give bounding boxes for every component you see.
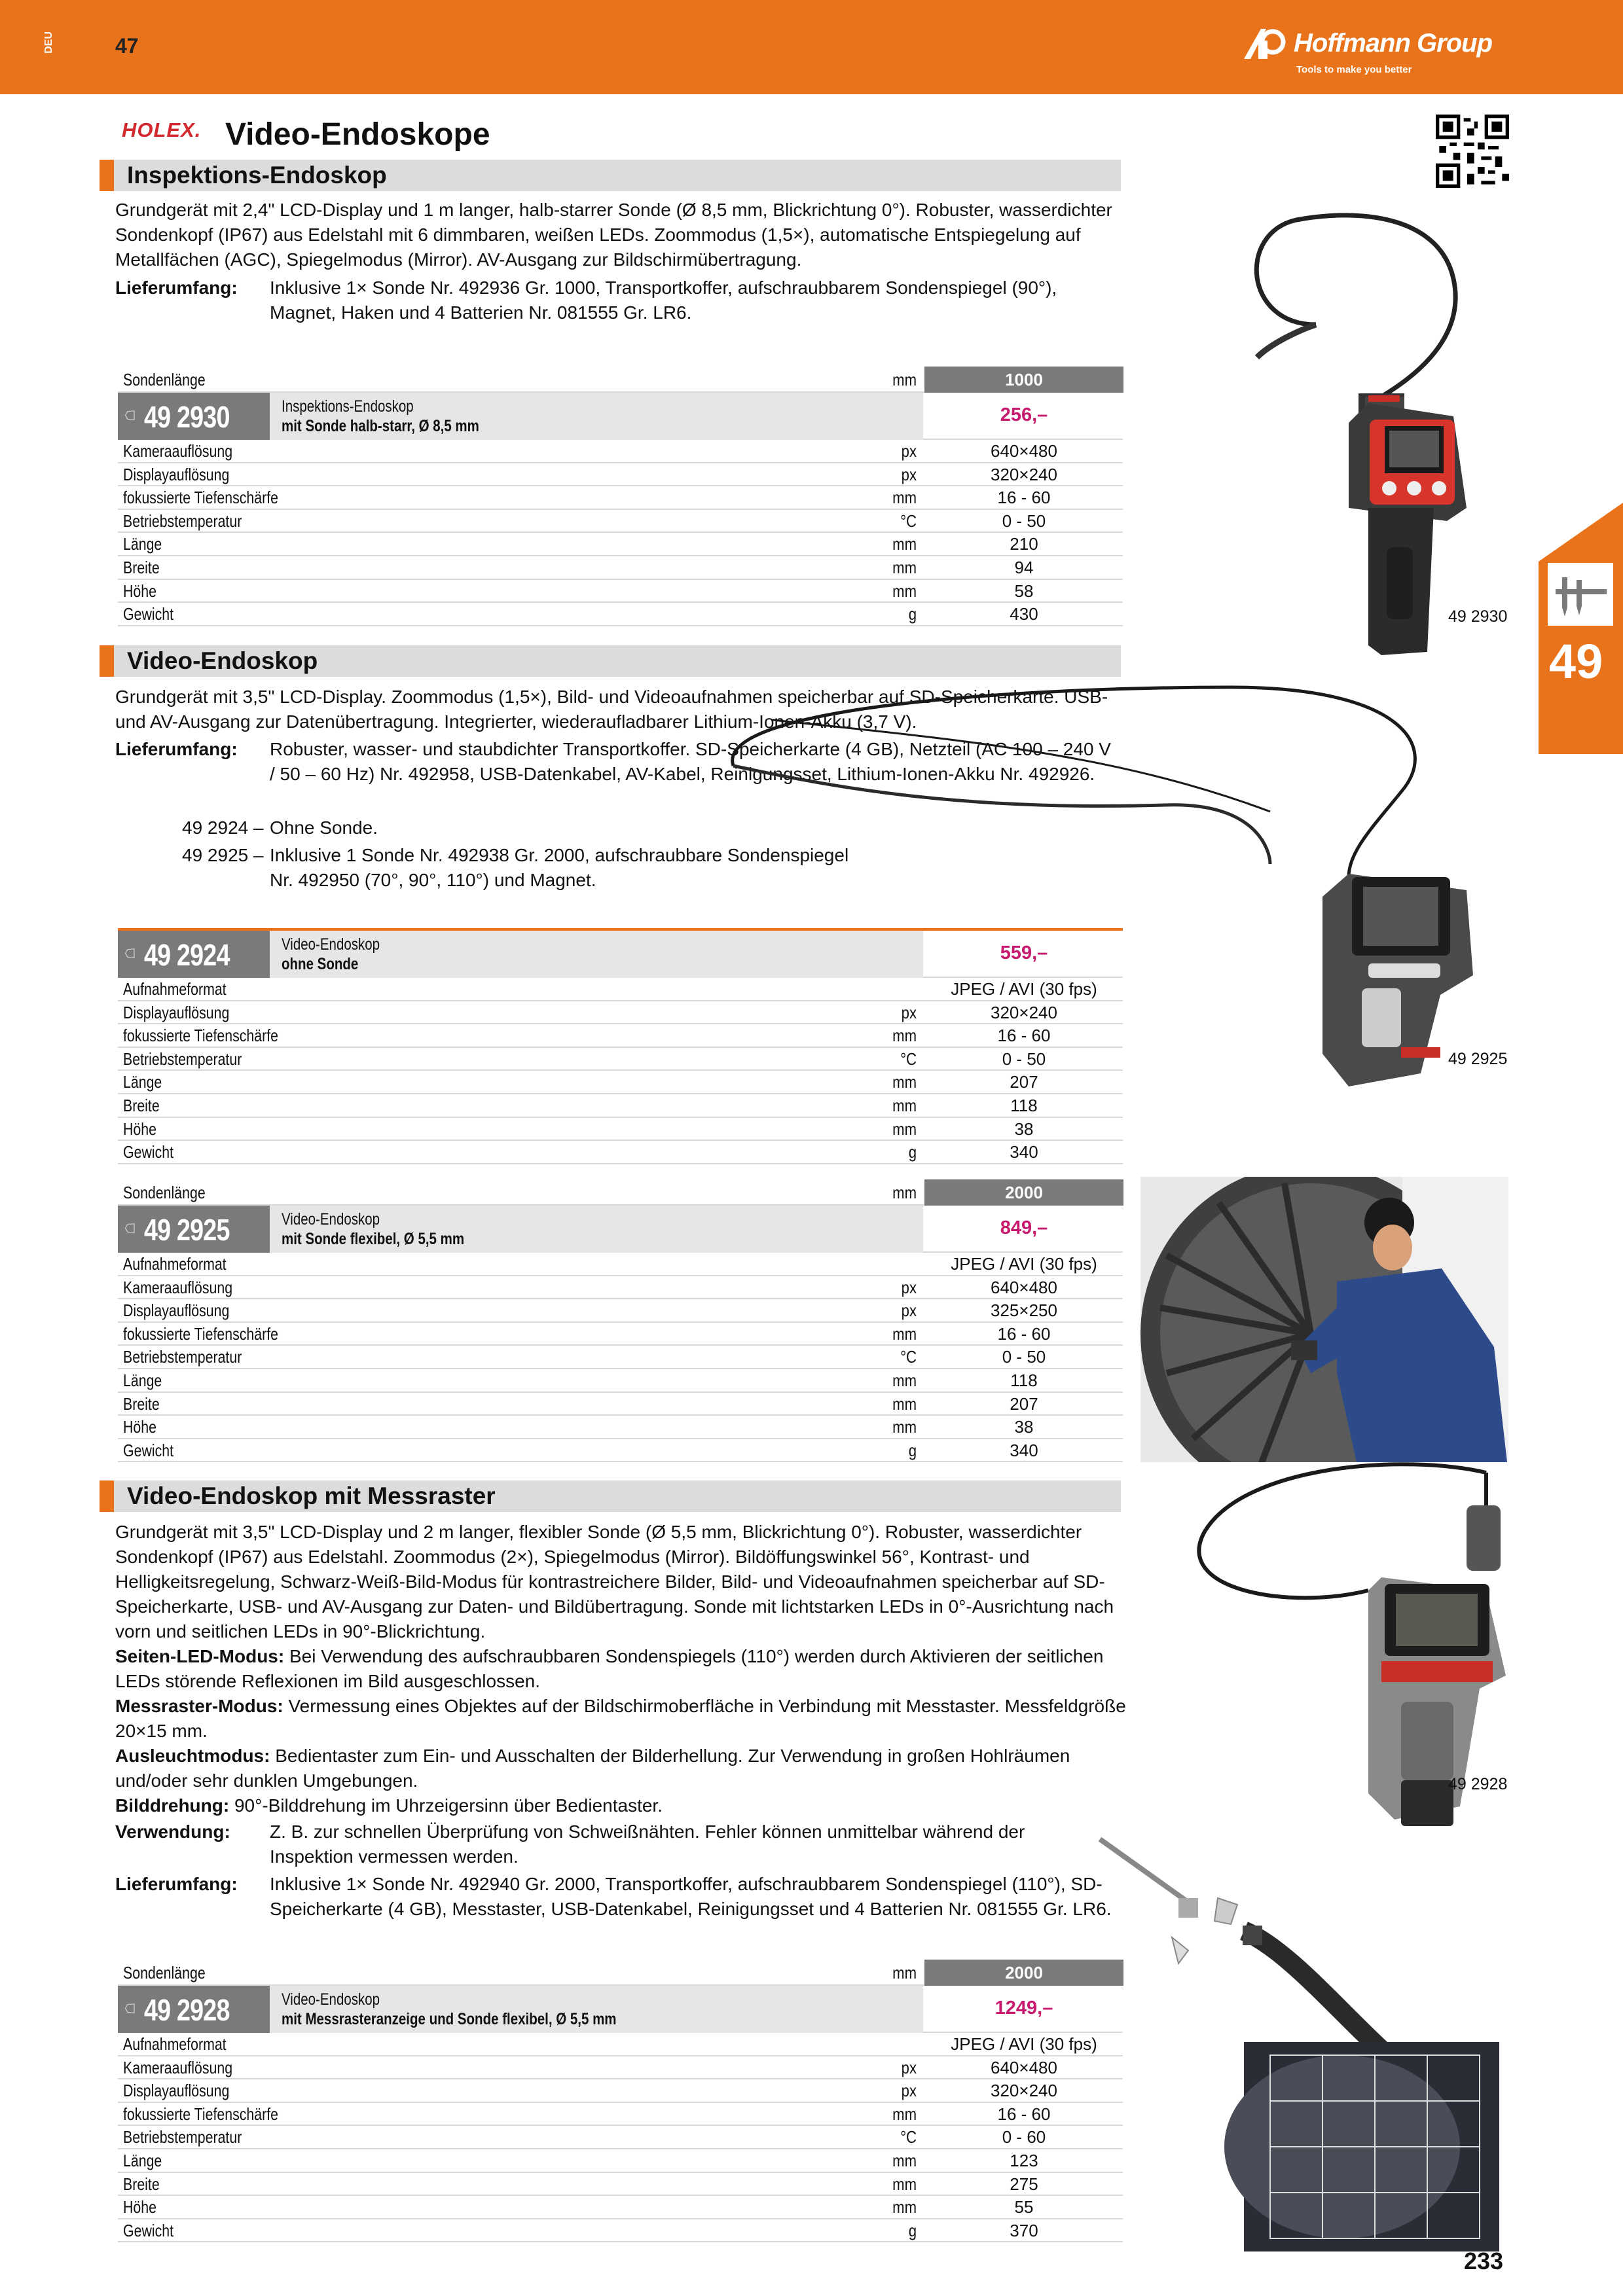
article-number-box [118, 1206, 270, 1253]
row-label: fokussierte Tiefenschärfe [123, 2104, 279, 2124]
table-row [118, 1369, 1123, 1393]
product-name: Video-Endoskop [282, 1990, 380, 2009]
row-label: Betriebstemperatur [123, 1347, 242, 1367]
product-variant: mit Messrasteranzeige und Sonde flexibel, Ø 5,5 mm [282, 2010, 617, 2028]
row-unit: px [901, 1300, 917, 1321]
section-description [115, 1520, 1137, 1818]
lieferumfang-label: Lieferumfang: [115, 278, 238, 298]
row-unit: °C [900, 1347, 917, 1367]
row-label: Breite [123, 1095, 160, 1115]
row-value: 0 - 50 [1002, 1347, 1046, 1367]
row-label: Länge [123, 1072, 162, 1092]
table-row [118, 2103, 1123, 2126]
table-row [118, 1276, 1123, 1300]
product-image-492928[interactable] [1093, 1453, 1512, 2251]
lieferumfang-text: Robuster, wasser- und staubdichter Transportkoffer. SD-Speicherkarte (4 GB), Netzteil (AC 100 – 240 V / 50 – 60 Hz) Nr. 492958, USB-Datenkabel, AV-Kabel, Reinigungsset, Lithium-Ionen-Akku Nr. 492926. [270, 739, 1111, 784]
product-name: Video-Endoskop [282, 935, 380, 954]
spec-table-492928 [118, 1960, 1123, 2242]
table-row [118, 1299, 1123, 1323]
row-label: Breite [123, 1393, 160, 1414]
article-number: 49 2930 [144, 400, 230, 434]
price: 256,– [1000, 404, 1048, 425]
table-header-row [118, 1179, 1123, 1206]
row-value: 320×240 [991, 464, 1057, 484]
row-label: Höhe [123, 581, 156, 601]
row-value: 16 - 60 [997, 488, 1051, 508]
product-description [270, 1986, 923, 2033]
table-row [118, 2079, 1123, 2103]
row-label: Gewicht [123, 604, 174, 624]
mode-text: Bedientaster zum Ein- und Ausschalten der Bilderhellung. Zur Verwendung in großen Hohlräumen und/oder sehr dunklen Umgebungen. [115, 1746, 1070, 1791]
table-row [118, 2173, 1123, 2197]
lieferumfang-label: Lieferumfang: [115, 739, 238, 759]
article-number: 49 2924 [144, 938, 230, 972]
article-number-box [118, 931, 270, 978]
row-unit: mm [892, 1963, 917, 1982]
table-row [118, 1118, 1123, 1141]
row-label: fokussierte Tiefenschärfe [123, 1323, 279, 1344]
page-title: Video-Endoskope [225, 117, 490, 152]
holex-logo: HOLEX. [122, 118, 202, 141]
row-unit: mm [892, 1370, 917, 1390]
page-number: 233 [1464, 2248, 1504, 2274]
lieferumfang-text: Inklusive 1× Sonde Nr. 492940 Gr. 2000, Transportkoffer, aufschraubbarem Sondenspiegel (110°), SD-Speicherkarte (4 GB), Messtaster, USB-Datenkabel, Reinigungsset und 4 Batterien Nr. 081555 Gr. LR6. [270, 1874, 1112, 1919]
image-caption: 49 2930 [1448, 607, 1508, 626]
row-unit: mm [892, 2104, 917, 2124]
row-label: Gewicht [123, 2220, 174, 2240]
row-unit: °C [900, 511, 917, 531]
row-unit: mm [892, 1026, 917, 1046]
mode-label: Messraster-Modus: [115, 1696, 283, 1716]
row-value: 123 [1010, 2150, 1038, 2170]
article-number-box [118, 393, 270, 440]
row-value: 38 [1014, 1417, 1034, 1437]
cart-icon: ☖ [123, 2002, 138, 2015]
row-label: Displayauflösung [123, 464, 230, 484]
row-label: Displayauflösung [123, 1300, 230, 1321]
row-value: 55 [1014, 2197, 1034, 2217]
row-unit: mm [892, 581, 917, 601]
price: 559,– [1000, 942, 1048, 963]
row-unit: mm [892, 1393, 917, 1414]
table-row [118, 1393, 1123, 1416]
row-label: Höhe [123, 2197, 156, 2217]
article-number-box [118, 1986, 270, 2033]
row-unit: °C [900, 1049, 917, 1069]
probe-length-value: 2000 [924, 1960, 1123, 1986]
row-label: Displayauflösung [123, 2081, 230, 2101]
row-value: 0 - 60 [1002, 2127, 1046, 2147]
lieferumfang-text: Inklusive 1× Sonde Nr. 492936 Gr. 1000, Transportkoffer, aufschraubbarem Sondenspiegel (90°), Magnet, Haken und 4 Batterien Nr. 081555 Gr. LR6. [270, 278, 1057, 323]
article-number: 49 2928 [144, 1993, 230, 2027]
product-image-492925[interactable] [694, 681, 1506, 1106]
spec-rows [118, 1253, 1123, 1462]
table-header-row [118, 367, 1123, 393]
spec-rows [118, 2033, 1123, 2242]
table-row [118, 486, 1123, 510]
row-value: 320×240 [991, 1002, 1057, 1022]
hoffmann-logo [1244, 25, 1512, 79]
mode-text: Bei Verwendung des aufschraubbaren Sondenspiegels (110°) werden durch Aktivieren der seitlichen LEDs störende Reflexionen im Bild ausgeschlossen. [115, 1646, 1104, 1691]
row-value: 325×250 [991, 1300, 1057, 1321]
row-value: 16 - 60 [997, 1323, 1051, 1344]
variant-text: Inklusive 1 Sonde Nr. 492938 Gr. 2000, aufschraubbare Sondenspiegel Nr. 492950 (70°, 90°, 110°) und Magnet. [270, 845, 849, 890]
table-row [118, 2219, 1123, 2243]
table-row [118, 2126, 1123, 2149]
row-label: Betriebstemperatur [123, 2127, 242, 2147]
row-label: Höhe [123, 1119, 156, 1139]
variant-text: Ohne Sonde. [270, 817, 378, 838]
row-value: 94 [1014, 557, 1034, 577]
usage-photo-turbine [1140, 1177, 1508, 1462]
row-value: 370 [1010, 2220, 1038, 2240]
row-label: Länge [123, 2150, 162, 2170]
probe-length-value: 1000 [924, 367, 1123, 393]
row-label: Betriebstemperatur [123, 1049, 242, 1069]
row-unit: mm [892, 370, 917, 389]
product-name: Video-Endoskop [282, 1210, 380, 1229]
row-label: fokussierte Tiefenschärfe [123, 1026, 279, 1046]
row-label: Sondenlänge [123, 370, 206, 389]
row-unit: px [901, 1277, 917, 1297]
row-unit: °C [900, 2127, 917, 2147]
table-row [118, 603, 1123, 626]
verwendung-label: Verwendung: [115, 1821, 230, 1842]
caliper-icon [1548, 563, 1613, 626]
product-name: Inspektions-Endoskop [282, 397, 414, 416]
section-title-inspektions-endoskop: Inspektions-Endoskop [100, 160, 1121, 191]
body-text: Grundgerät mit 3,5" LCD-Display und 2 m langer, flexibler Sonde (Ø 5,5 mm, Blickrichtung 0°). Robuster, wasserdichter Sondenkopf (IP67) aus Edelstahl. Zoommodus (2×), Spiegelmodus (Mirror). Bildöffungswinkel 56°, Kontrast- und Helligkeitsregelung, Schwarz-Weiß-Bild-Modus für kontrastreichere Bilder, Bild- und Videoaufnahmen speicherbar auf SD-Speicherkarte, USB- und AV-Ausgang zur Daten- und Bildübertragung. Sonde mit lichtstarken LEDs in 0°-Ausrichtung nach vorn und seitlichen LEDs in 90°-Blickrichtung. [115, 1522, 1114, 1641]
section-title-messraster: Video-Endoskop mit Messraster [100, 1480, 1121, 1512]
row-label: Kameraauflösung [123, 1277, 233, 1297]
table-row [118, 1346, 1123, 1369]
row-unit: g [908, 604, 917, 624]
table-row [118, 463, 1123, 487]
row-label: Sondenlänge [123, 1963, 206, 1982]
qr-code-icon[interactable] [1436, 115, 1509, 188]
row-unit: g [908, 1440, 917, 1460]
row-value: 16 - 60 [997, 2104, 1051, 2124]
verwendung-text: Z. B. zur schnellen Überprüfung von Schweißnähten. Fehler können unmittelbar während der Inspektion vermessen werden. [270, 1821, 1025, 1867]
row-label: Länge [123, 1370, 162, 1390]
table-row [118, 580, 1123, 603]
mode-label: Ausleuchtmodus: [115, 1746, 270, 1766]
section-title-video-endoskop: Video-Endoskop [100, 645, 1121, 677]
row-unit: g [908, 2220, 917, 2240]
table-row [118, 2033, 1123, 2056]
table-row [118, 440, 1123, 463]
row-label: Höhe [123, 1417, 156, 1437]
chapter-tab-number: 49 [1549, 634, 1603, 689]
row-value: 275 [1010, 2174, 1038, 2194]
row-unit: mm [892, 2197, 917, 2217]
row-unit: mm [892, 1417, 917, 1437]
image-caption: 49 2925 [1448, 1050, 1508, 1068]
row-unit: px [901, 464, 917, 484]
row-value: 210 [1010, 534, 1038, 554]
brand-name: Hoffmann Group [1294, 29, 1493, 58]
spec-table-492930 [118, 367, 1123, 626]
row-value: JPEG / AVI (30 fps) [951, 979, 1097, 999]
product-description [270, 1206, 923, 1253]
product-image-492930[interactable] [1218, 194, 1506, 665]
row-value: 118 [1010, 1370, 1038, 1390]
table-row [118, 1323, 1123, 1346]
row-label: Aufnahmeformat [123, 2034, 227, 2054]
row-value: 340 [1010, 1142, 1038, 1162]
row-label: Displayauflösung [123, 1002, 230, 1022]
row-value: 640×480 [991, 1277, 1057, 1297]
row-value: 207 [1010, 1393, 1038, 1414]
row-label: Länge [123, 534, 162, 554]
row-value: JPEG / AVI (30 fps) [951, 1254, 1097, 1274]
row-unit: px [901, 2057, 917, 2077]
row-unit: mm [892, 2174, 917, 2194]
product-description [270, 393, 923, 440]
row-label: Sondenlänge [123, 1183, 206, 1202]
product-variant: mit Sonde flexibel, Ø 5,5 mm [282, 1230, 465, 1248]
lieferumfang-label: Lieferumfang: [115, 1874, 238, 1894]
row-label: Gewicht [123, 1142, 174, 1162]
row-unit: mm [892, 534, 917, 554]
section-description: Grundgerät mit 3,5" LCD-Display. Zoommodus (1,5×), Bild- und Videoaufnahmen speicherbar auf SD-Speicherkarte. USB- und AV-Ausgang zur Datenübertragung. Integrierter, wiederaufladbarer Lithium-Ionen-Akku (3,7 V). [115, 687, 1108, 732]
row-value: 118 [1010, 1095, 1038, 1115]
row-label: Kameraauflösung [123, 441, 233, 461]
cart-icon: ☖ [123, 409, 138, 422]
hoffmann-logo-icon [1244, 27, 1291, 62]
row-unit: mm [892, 488, 917, 508]
row-unit: mm [892, 1095, 917, 1115]
product-row[interactable] [118, 1986, 1123, 2033]
product-variant: mit Sonde halb-starr, Ø 8,5 mm [282, 417, 479, 435]
row-value: 320×240 [991, 2081, 1057, 2101]
price: 1249,– [994, 1998, 1053, 2018]
row-label: Aufnahmeformat [123, 979, 227, 999]
table-row [118, 2196, 1123, 2219]
article-number: 49 2925 [144, 1213, 230, 1247]
product-variant: ohne Sonde [282, 955, 359, 973]
row-unit: mm [892, 1183, 917, 1202]
row-value: 0 - 50 [1002, 511, 1046, 531]
table-row [118, 1253, 1123, 1276]
row-value: 58 [1014, 581, 1034, 601]
row-label: fokussierte Tiefenschärfe [123, 488, 279, 508]
mode-label: Seiten-LED-Modus: [115, 1646, 285, 1666]
row-unit: mm [892, 2150, 917, 2170]
table-row [118, 556, 1123, 580]
table-row [118, 2056, 1123, 2080]
row-value: 207 [1010, 1072, 1038, 1092]
table-header-row [118, 1960, 1123, 1986]
row-label: Breite [123, 557, 160, 577]
product-row[interactable] [118, 1206, 1123, 1253]
variant-number: 49 2925 – [182, 845, 264, 865]
mode-text: Vermessung eines Objektes auf der Bildschirmoberfläche in Verbindung mit Messtaster. Messfeldgröße 20×15 mm. [115, 1696, 1126, 1741]
row-unit: mm [892, 1119, 917, 1139]
table-row [118, 1141, 1123, 1164]
product-row[interactable] [118, 393, 1123, 440]
row-unit: px [901, 2081, 917, 2101]
row-label: Aufnahmeformat [123, 1254, 227, 1274]
row-label: Breite [123, 2174, 160, 2194]
variant-number: 49 2924 – [182, 817, 264, 838]
page-header [0, 0, 1623, 94]
table-row [118, 510, 1123, 533]
row-value: JPEG / AVI (30 fps) [951, 2034, 1097, 2054]
spec-table-492925 [118, 1179, 1123, 1462]
row-unit: px [901, 441, 917, 461]
cart-icon: ☖ [123, 1222, 138, 1234]
row-value: 430 [1010, 604, 1038, 624]
row-unit: px [901, 1002, 917, 1022]
table-row [118, 1439, 1123, 1463]
row-unit: g [908, 1142, 917, 1162]
mode-label: Bilddrehung: [115, 1795, 230, 1816]
table-row [118, 2149, 1123, 2173]
section-description: Grundgerät mit 2,4" LCD-Display und 1 m langer, halb-starrer Sonde (Ø 8,5 mm, Blickrichtung 0°). Robuster, wasserdichter Sondenkopf (IP67) aus Edelstahl mit 6 dimmbaren, weißen LEDs. Zoommodus (1,5×), automatische Entspiegelung auf Metallfächen (AGC), Spiegelmodus (Mirror). AV-Ausgang zur Bildschirmübertragung. [115, 200, 1112, 270]
row-unit: mm [892, 1072, 917, 1092]
image-caption: 49 2928 [1448, 1775, 1508, 1793]
row-label: Kameraauflösung [123, 2057, 233, 2077]
table-row [118, 533, 1123, 556]
row-value: 640×480 [991, 441, 1057, 461]
price: 849,– [1000, 1217, 1048, 1238]
row-value: 340 [1010, 1440, 1038, 1460]
row-value: 16 - 60 [997, 1026, 1051, 1046]
probe-length-value: 2000 [924, 1179, 1123, 1206]
row-value: 0 - 50 [1002, 1049, 1046, 1069]
language-code: DEU [43, 31, 54, 54]
mode-text: 90°-Bilddrehung im Uhrzeigersinn über Bedientaster. [229, 1795, 663, 1816]
row-value: 38 [1014, 1119, 1034, 1139]
row-label: Betriebstemperatur [123, 511, 242, 531]
spec-rows [118, 440, 1123, 626]
row-unit: mm [892, 1323, 917, 1344]
brand-tagline: Tools to make you better [1296, 64, 1412, 75]
row-label: Gewicht [123, 1440, 174, 1460]
table-row [118, 1416, 1123, 1439]
cart-icon: ☖ [123, 947, 138, 960]
chapter-number: 47 [115, 34, 139, 58]
row-unit: mm [892, 557, 917, 577]
chapter-tab[interactable] [1539, 503, 1623, 754]
row-value: 640×480 [991, 2057, 1057, 2077]
